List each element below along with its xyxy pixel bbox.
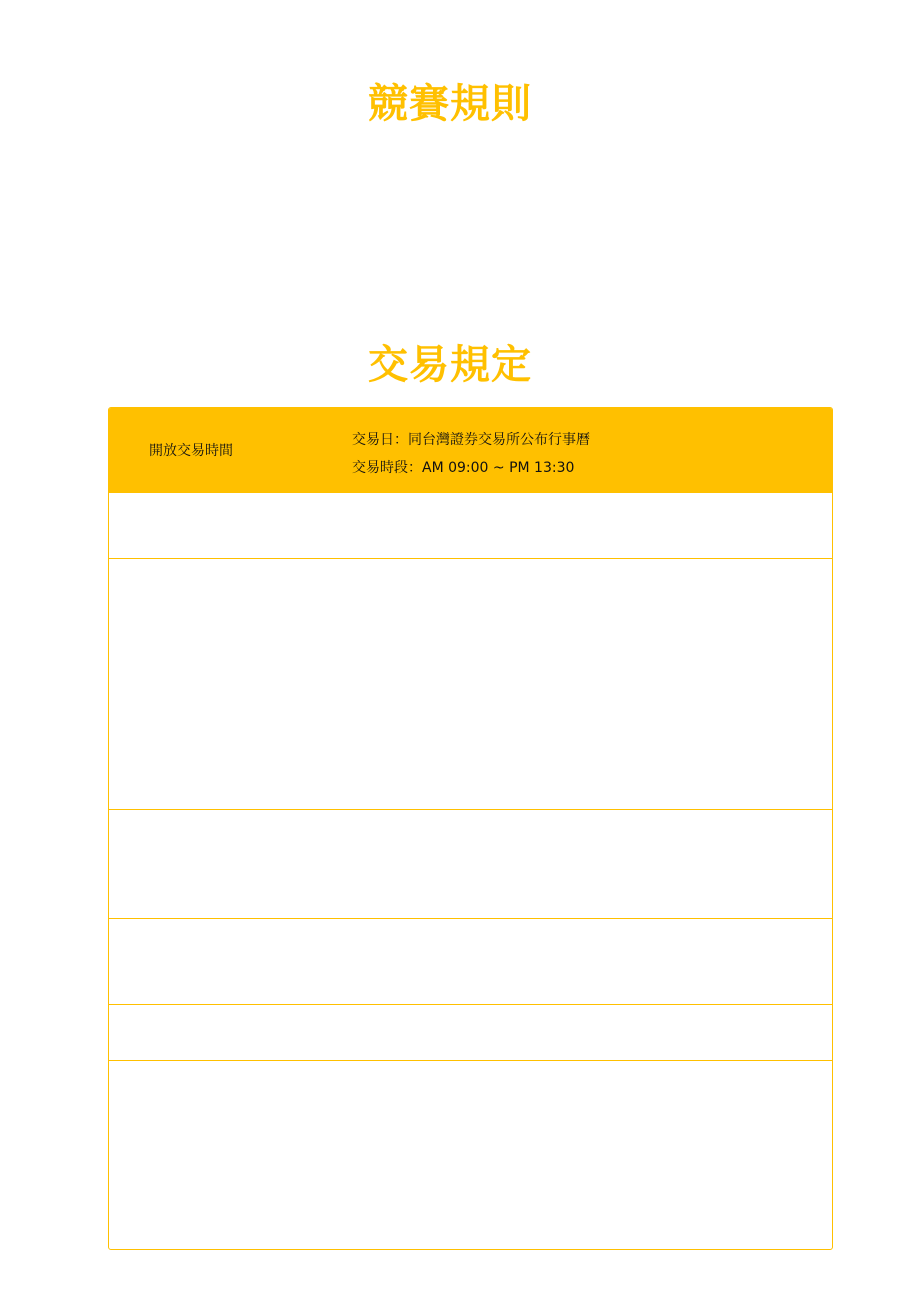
table-row: [109, 559, 832, 810]
trading-rules-table: [108, 407, 833, 1250]
table-row-trading-hours: [109, 408, 832, 493]
trading-hours-label: 開放交易時間: [149, 443, 233, 459]
table-row: [109, 1005, 832, 1061]
table-row: [109, 810, 832, 919]
table-row: [109, 919, 832, 1005]
trading-day-text: 交易日：同台灣證券交易所公布行事曆: [352, 432, 590, 448]
competition-rules-title: 競賽規則: [368, 81, 532, 127]
trading-rules-title: 交易規定: [368, 342, 532, 388]
trading-session-text: 交易時段：AM 09:00 ~ PM 13:30: [352, 460, 575, 476]
trading-hours-details: [352, 426, 590, 482]
table-row: [109, 493, 832, 559]
table-row: [109, 1061, 832, 1249]
